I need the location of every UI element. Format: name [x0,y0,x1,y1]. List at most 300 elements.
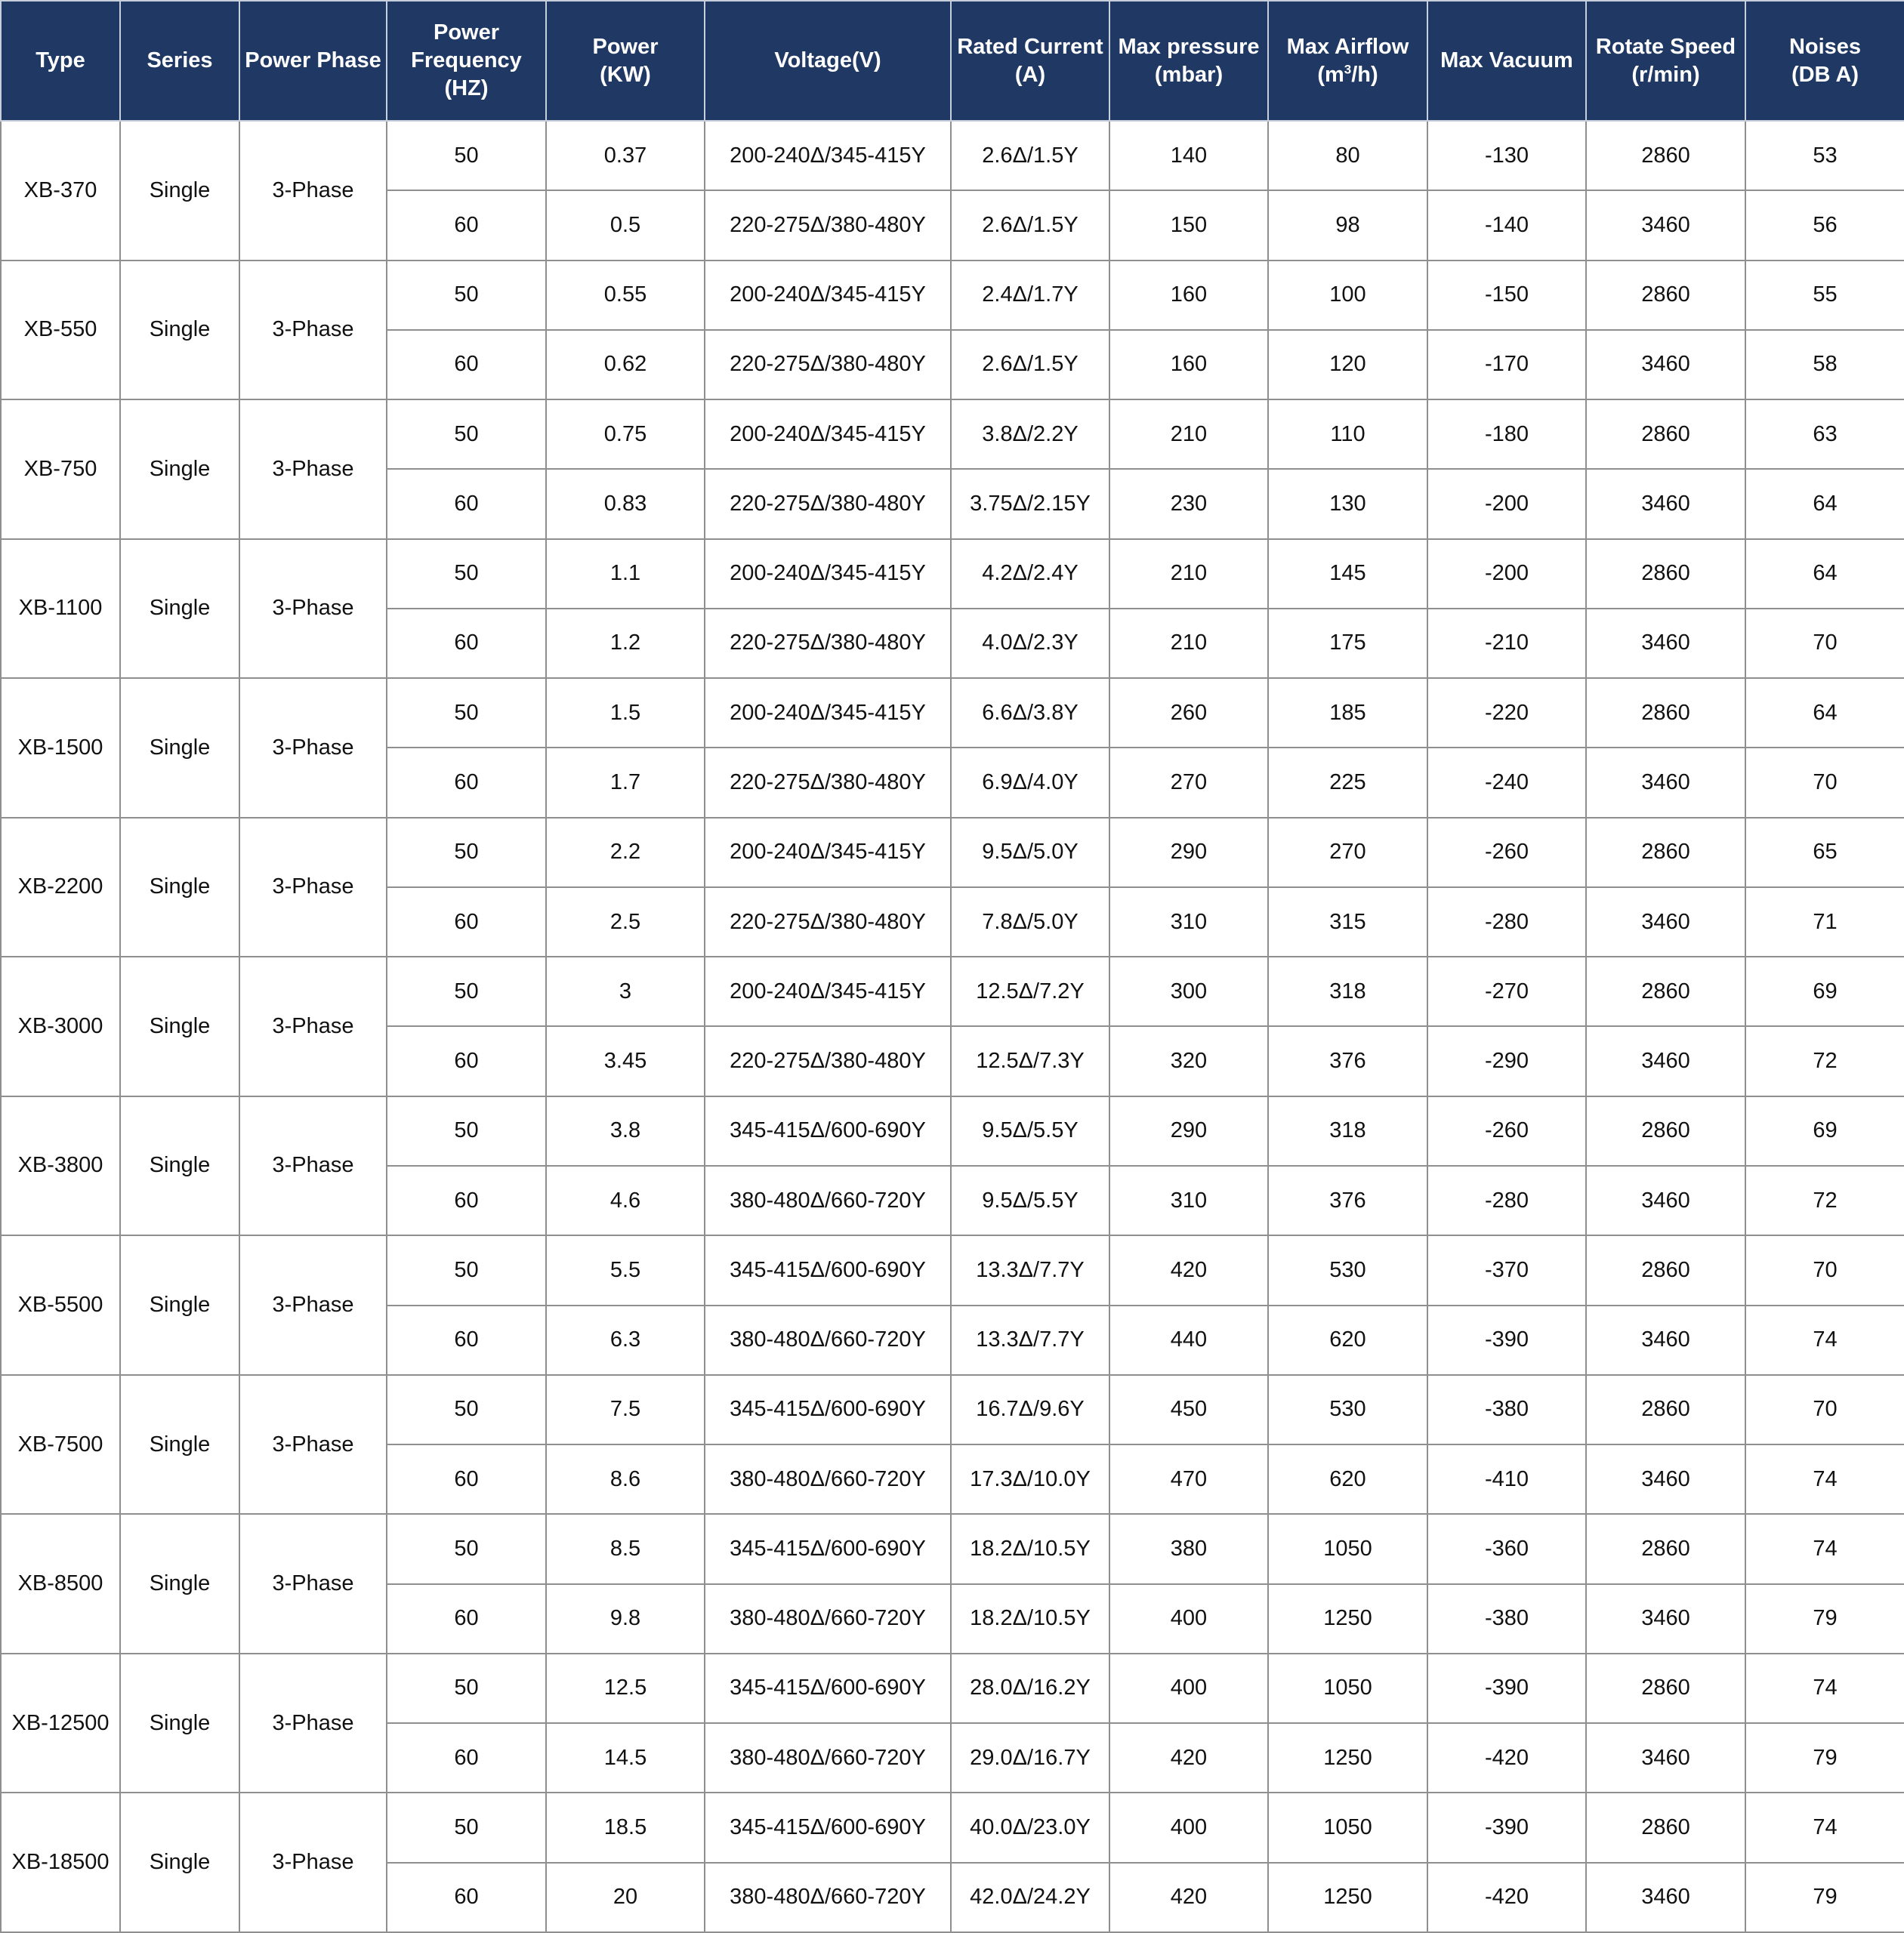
header-pressure-line-2: (mbar) [1154,62,1224,87]
cell-speed: 3460 [1586,1306,1745,1375]
cell-voltage: 220-275Δ/380-480Y [705,330,951,399]
cell-airflow: 225 [1268,748,1427,817]
cell-speed: 3460 [1586,1026,1745,1096]
cell-type: XB-8500 [1,1514,120,1654]
cell-speed: 2860 [1586,1793,1745,1862]
cell-noise: 53 [1745,121,1904,190]
header-power-line-2: (KW) [600,62,651,87]
cell-current: 9.5Δ/5.5Y [951,1166,1109,1235]
header-speed-line-1: Rotate Speed [1595,34,1736,59]
cell-speed: 2860 [1586,957,1745,1026]
cell-pressure: 400 [1109,1584,1268,1654]
cell-power: 4.6 [546,1166,705,1235]
cell-power: 3 [546,957,705,1026]
cell-noise: 55 [1745,261,1904,330]
cell-noise: 64 [1745,539,1904,609]
header-power-frequency [387,1,546,121]
cell-speed: 2860 [1586,539,1745,609]
cell-vacuum: -260 [1427,818,1586,887]
cell-phase: 3-Phase [239,1096,387,1236]
cell-speed: 2860 [1586,678,1745,748]
cell-pressure: 290 [1109,1096,1268,1166]
cell-noise: 79 [1745,1723,1904,1793]
cell-speed: 3460 [1586,887,1745,957]
cell-speed: 2860 [1586,121,1745,190]
cell-pressure: 210 [1109,609,1268,678]
cell-freq: 60 [387,330,546,399]
table-row [1,818,1904,887]
cell-speed: 3460 [1586,469,1745,538]
cell-freq: 50 [387,1793,546,1862]
cell-airflow: 620 [1268,1306,1427,1375]
table-row [1,539,1904,609]
cell-series: Single [120,678,239,818]
cell-voltage: 200-240Δ/345-415Y [705,678,951,748]
cell-speed: 3460 [1586,1166,1745,1235]
header-airflow-line-2 [1272,61,1424,89]
cell-series: Single [120,1096,239,1236]
cell-current: 18.2Δ/10.5Y [951,1584,1109,1654]
cell-voltage: 345-415Δ/600-690Y [705,1514,951,1583]
cell-noise: 79 [1745,1584,1904,1654]
cell-vacuum: -200 [1427,469,1586,538]
table-row [1,1235,1904,1305]
cell-freq: 60 [387,1026,546,1096]
table-header [1,1,1904,121]
cell-series: Single [120,261,239,400]
cell-airflow: 318 [1268,957,1427,1026]
table-row [1,1793,1904,1862]
cell-noise: 72 [1745,1026,1904,1096]
cell-freq: 60 [387,609,546,678]
cell-pressure: 140 [1109,121,1268,190]
cell-type: XB-370 [1,121,120,261]
cell-noise: 71 [1745,887,1904,957]
header-series: Series [120,1,239,121]
cell-noise: 69 [1745,1096,1904,1166]
cell-power: 1.7 [546,748,705,817]
cell-speed: 2860 [1586,818,1745,887]
table-row [1,261,1904,330]
table-row [1,678,1904,748]
cell-speed: 3460 [1586,1584,1745,1654]
header-max-vacuum: Max Vacuum [1427,1,1586,121]
cell-type: XB-18500 [1,1793,120,1932]
cell-airflow: 120 [1268,330,1427,399]
cell-type: XB-2200 [1,818,120,957]
cell-pressure: 150 [1109,190,1268,260]
cell-vacuum: -420 [1427,1723,1586,1793]
cell-voltage: 220-275Δ/380-480Y [705,609,951,678]
cell-pressure: 210 [1109,539,1268,609]
cell-pressure: 320 [1109,1026,1268,1096]
cell-freq: 50 [387,1096,546,1166]
header-airflow-line-1: Max Airflow [1286,34,1409,59]
cell-voltage: 220-275Δ/380-480Y [705,748,951,817]
cell-freq: 50 [387,261,546,330]
cell-vacuum: -200 [1427,539,1586,609]
cell-vacuum: -410 [1427,1444,1586,1514]
cell-current: 13.3Δ/7.7Y [951,1235,1109,1305]
cell-power: 8.6 [546,1444,705,1514]
cell-phase: 3-Phase [239,957,387,1096]
cell-vacuum: -390 [1427,1793,1586,1862]
table-row [1,1654,1904,1723]
cell-noise: 63 [1745,399,1904,469]
cell-voltage: 200-240Δ/345-415Y [705,261,951,330]
header-speed-line-2: (r/min) [1631,62,1700,87]
cell-type: XB-3000 [1,957,120,1096]
cell-power: 0.37 [546,121,705,190]
cell-voltage: 380-480Δ/660-720Y [705,1584,951,1654]
cell-airflow: 80 [1268,121,1427,190]
cell-power: 14.5 [546,1723,705,1793]
table-row [1,1514,1904,1583]
cell-pressure: 470 [1109,1444,1268,1514]
cell-pressure: 210 [1109,399,1268,469]
cell-noise: 74 [1745,1306,1904,1375]
header-freq-line-3: (HZ) [444,76,489,100]
cell-vacuum: -170 [1427,330,1586,399]
cell-type: XB-7500 [1,1375,120,1515]
cell-phase: 3-Phase [239,1793,387,1932]
cell-current: 2.6Δ/1.5Y [951,121,1109,190]
header-rotate-speed [1586,1,1745,121]
cell-freq: 50 [387,399,546,469]
cell-power: 0.83 [546,469,705,538]
header-freq-line-1: Power [433,20,500,45]
cell-pressure: 160 [1109,330,1268,399]
cell-speed: 3460 [1586,609,1745,678]
cell-current: 42.0Δ/24.2Y [951,1863,1109,1932]
cell-noise: 74 [1745,1514,1904,1583]
cell-current: 12.5Δ/7.3Y [951,1026,1109,1096]
header-airflow-unit-b: /h) [1351,62,1378,87]
table-row [1,1375,1904,1444]
header-max-pressure [1109,1,1268,121]
cell-noise: 74 [1745,1654,1904,1723]
cell-voltage: 220-275Δ/380-480Y [705,469,951,538]
cell-pressure: 420 [1109,1723,1268,1793]
cell-airflow: 530 [1268,1235,1427,1305]
cell-voltage: 200-240Δ/345-415Y [705,957,951,1026]
cell-current: 13.3Δ/7.7Y [951,1306,1109,1375]
cell-speed: 3460 [1586,1723,1745,1793]
cell-phase: 3-Phase [239,818,387,957]
cell-airflow: 376 [1268,1026,1427,1096]
cell-freq: 50 [387,678,546,748]
cell-vacuum: -260 [1427,1096,1586,1166]
cell-vacuum: -390 [1427,1306,1586,1375]
cell-vacuum: -390 [1427,1654,1586,1723]
header-airflow-unit-a: (m [1317,62,1344,87]
cell-power: 7.5 [546,1375,705,1444]
cell-speed: 3460 [1586,330,1745,399]
cell-airflow: 1250 [1268,1863,1427,1932]
cell-voltage: 200-240Δ/345-415Y [705,121,951,190]
cell-voltage: 345-415Δ/600-690Y [705,1096,951,1166]
header-noises [1745,1,1904,121]
cell-vacuum: -180 [1427,399,1586,469]
cell-voltage: 220-275Δ/380-480Y [705,1026,951,1096]
cell-power: 6.3 [546,1306,705,1375]
cell-current: 9.5Δ/5.5Y [951,1096,1109,1166]
cell-voltage: 200-240Δ/345-415Y [705,539,951,609]
cell-phase: 3-Phase [239,399,387,539]
cell-phase: 3-Phase [239,261,387,400]
cell-current: 6.9Δ/4.0Y [951,748,1109,817]
cell-vacuum: -130 [1427,121,1586,190]
cell-airflow: 318 [1268,1096,1427,1166]
cell-freq: 60 [387,1444,546,1514]
cell-power: 1.2 [546,609,705,678]
cell-power: 18.5 [546,1793,705,1862]
cell-vacuum: -280 [1427,887,1586,957]
cell-phase: 3-Phase [239,1514,387,1654]
cell-noise: 74 [1745,1444,1904,1514]
cell-type: XB-5500 [1,1235,120,1375]
cell-pressure: 440 [1109,1306,1268,1375]
cell-current: 3.75Δ/2.15Y [951,469,1109,538]
cell-current: 40.0Δ/23.0Y [951,1793,1109,1862]
cell-power: 3.8 [546,1096,705,1166]
cell-voltage: 345-415Δ/600-690Y [705,1235,951,1305]
cell-voltage: 345-415Δ/600-690Y [705,1654,951,1723]
cell-type: XB-12500 [1,1654,120,1793]
cell-pressure: 380 [1109,1514,1268,1583]
table-row [1,957,1904,1026]
cell-series: Single [120,121,239,261]
cell-power: 12.5 [546,1654,705,1723]
cell-type: XB-1500 [1,678,120,818]
header-voltage: Voltage(V) [705,1,951,121]
cell-noise: 58 [1745,330,1904,399]
cell-pressure: 260 [1109,678,1268,748]
cell-current: 12.5Δ/7.2Y [951,957,1109,1026]
header-type: Type [1,1,120,121]
cell-freq: 50 [387,957,546,1026]
cell-freq: 50 [387,1514,546,1583]
cell-power: 20 [546,1863,705,1932]
cell-voltage: 380-480Δ/660-720Y [705,1306,951,1375]
cell-airflow: 185 [1268,678,1427,748]
table-row [1,1096,1904,1166]
cell-series: Single [120,957,239,1096]
table-row [1,121,1904,190]
cell-pressure: 290 [1109,818,1268,887]
cell-noise: 69 [1745,957,1904,1026]
header-noise-line-2: (DB A) [1791,62,1859,87]
cell-type: XB-550 [1,261,120,400]
cell-airflow: 530 [1268,1375,1427,1444]
cell-current: 28.0Δ/16.2Y [951,1654,1109,1723]
table-row [1,399,1904,469]
cell-phase: 3-Phase [239,1375,387,1515]
header-power-line-1: Power [592,34,659,59]
cell-airflow: 376 [1268,1166,1427,1235]
cell-current: 17.3Δ/10.0Y [951,1444,1109,1514]
cell-current: 29.0Δ/16.7Y [951,1723,1109,1793]
cell-airflow: 145 [1268,539,1427,609]
cell-current: 16.7Δ/9.6Y [951,1375,1109,1444]
cell-pressure: 310 [1109,887,1268,957]
cell-voltage: 380-480Δ/660-720Y [705,1863,951,1932]
cell-airflow: 130 [1268,469,1427,538]
cell-freq: 60 [387,887,546,957]
cell-airflow: 1250 [1268,1584,1427,1654]
cell-voltage: 380-480Δ/660-720Y [705,1723,951,1793]
cell-freq: 60 [387,1306,546,1375]
cell-airflow: 1250 [1268,1723,1427,1793]
cell-pressure: 420 [1109,1863,1268,1932]
cell-noise: 70 [1745,1375,1904,1444]
cell-current: 6.6Δ/3.8Y [951,678,1109,748]
cell-phase: 3-Phase [239,1235,387,1375]
cell-speed: 2860 [1586,399,1745,469]
cell-pressure: 160 [1109,261,1268,330]
cell-voltage: 220-275Δ/380-480Y [705,887,951,957]
header-noise-line-1: Noises [1788,34,1862,59]
cell-noise: 79 [1745,1863,1904,1932]
cell-pressure: 400 [1109,1793,1268,1862]
cell-speed: 3460 [1586,748,1745,817]
cell-vacuum: -380 [1427,1584,1586,1654]
cell-series: Single [120,1793,239,1932]
cell-type: XB-3800 [1,1096,120,1236]
cell-freq: 50 [387,1654,546,1723]
cell-vacuum: -290 [1427,1026,1586,1096]
cell-vacuum: -420 [1427,1863,1586,1932]
cell-series: Single [120,399,239,539]
cell-speed: 3460 [1586,190,1745,260]
cell-pressure: 400 [1109,1654,1268,1723]
header-pressure-line-1: Max pressure [1118,34,1260,59]
cell-airflow: 175 [1268,609,1427,678]
cell-speed: 3460 [1586,1863,1745,1932]
cell-freq: 60 [387,190,546,260]
cell-voltage: 220-275Δ/380-480Y [705,190,951,260]
cell-series: Single [120,1654,239,1793]
cell-phase: 3-Phase [239,678,387,818]
cell-freq: 60 [387,469,546,538]
cell-series: Single [120,1514,239,1654]
cell-vacuum: -220 [1427,678,1586,748]
cell-current: 2.6Δ/1.5Y [951,330,1109,399]
cell-current: 2.4Δ/1.7Y [951,261,1109,330]
cell-noise: 65 [1745,818,1904,887]
cell-current: 4.0Δ/2.3Y [951,609,1109,678]
cell-series: Single [120,1375,239,1515]
cell-speed: 2860 [1586,261,1745,330]
header-current-line-2: (A) [1014,62,1046,87]
header-freq-line-2: Frequency [411,48,522,72]
cell-airflow: 270 [1268,818,1427,887]
cell-current: 2.6Δ/1.5Y [951,190,1109,260]
cell-voltage: 380-480Δ/660-720Y [705,1166,951,1235]
cell-freq: 50 [387,121,546,190]
cell-power: 0.62 [546,330,705,399]
cell-freq: 50 [387,818,546,887]
cell-airflow: 110 [1268,399,1427,469]
header-power [546,1,705,121]
cell-noise: 70 [1745,748,1904,817]
cell-voltage: 200-240Δ/345-415Y [705,399,951,469]
cell-noise: 64 [1745,469,1904,538]
cell-series: Single [120,818,239,957]
cell-airflow: 1050 [1268,1654,1427,1723]
cell-power: 1.1 [546,539,705,609]
cell-phase: 3-Phase [239,121,387,261]
cell-freq: 60 [387,748,546,817]
cell-pressure: 450 [1109,1375,1268,1444]
cell-voltage: 200-240Δ/345-415Y [705,818,951,887]
cell-power: 2.5 [546,887,705,957]
cell-airflow: 1050 [1268,1514,1427,1583]
header-airflow-superscript: 3 [1344,61,1352,76]
cell-speed: 2860 [1586,1235,1745,1305]
cell-current: 9.5Δ/5.0Y [951,818,1109,887]
cell-airflow: 98 [1268,190,1427,260]
cell-freq: 60 [387,1166,546,1235]
cell-type: XB-1100 [1,539,120,679]
cell-speed: 2860 [1586,1375,1745,1444]
header-row [1,1,1904,121]
cell-power: 0.75 [546,399,705,469]
cell-voltage: 345-415Δ/600-690Y [705,1793,951,1862]
cell-voltage: 345-415Δ/600-690Y [705,1375,951,1444]
cell-power: 0.5 [546,190,705,260]
header-current-line-1: Rated Current [957,34,1103,59]
cell-airflow: 1050 [1268,1793,1427,1862]
cell-current: 4.2Δ/2.4Y [951,539,1109,609]
cell-speed: 2860 [1586,1654,1745,1723]
cell-freq: 60 [387,1863,546,1932]
cell-pressure: 310 [1109,1166,1268,1235]
header-max-airflow [1268,1,1427,121]
cell-noise: 56 [1745,190,1904,260]
table-body [1,121,1904,1932]
cell-pressure: 300 [1109,957,1268,1026]
cell-pressure: 230 [1109,469,1268,538]
cell-phase: 3-Phase [239,539,387,679]
cell-power: 1.5 [546,678,705,748]
cell-type: XB-750 [1,399,120,539]
header-power-phase: Power Phase [239,1,387,121]
cell-pressure: 270 [1109,748,1268,817]
cell-speed: 2860 [1586,1096,1745,1166]
cell-series: Single [120,539,239,679]
cell-voltage: 380-480Δ/660-720Y [705,1444,951,1514]
cell-noise: 74 [1745,1793,1904,1862]
cell-airflow: 315 [1268,887,1427,957]
cell-noise: 70 [1745,609,1904,678]
cell-vacuum: -370 [1427,1235,1586,1305]
cell-noise: 64 [1745,678,1904,748]
cell-current: 7.8Δ/5.0Y [951,887,1109,957]
cell-vacuum: -380 [1427,1375,1586,1444]
cell-pressure: 420 [1109,1235,1268,1305]
cell-freq: 50 [387,1375,546,1444]
cell-current: 18.2Δ/10.5Y [951,1514,1109,1583]
cell-power: 9.8 [546,1584,705,1654]
cell-current: 3.8Δ/2.2Y [951,399,1109,469]
cell-freq: 60 [387,1584,546,1654]
cell-freq: 50 [387,539,546,609]
cell-airflow: 100 [1268,261,1427,330]
cell-series: Single [120,1235,239,1375]
cell-vacuum: -280 [1427,1166,1586,1235]
cell-power: 3.45 [546,1026,705,1096]
